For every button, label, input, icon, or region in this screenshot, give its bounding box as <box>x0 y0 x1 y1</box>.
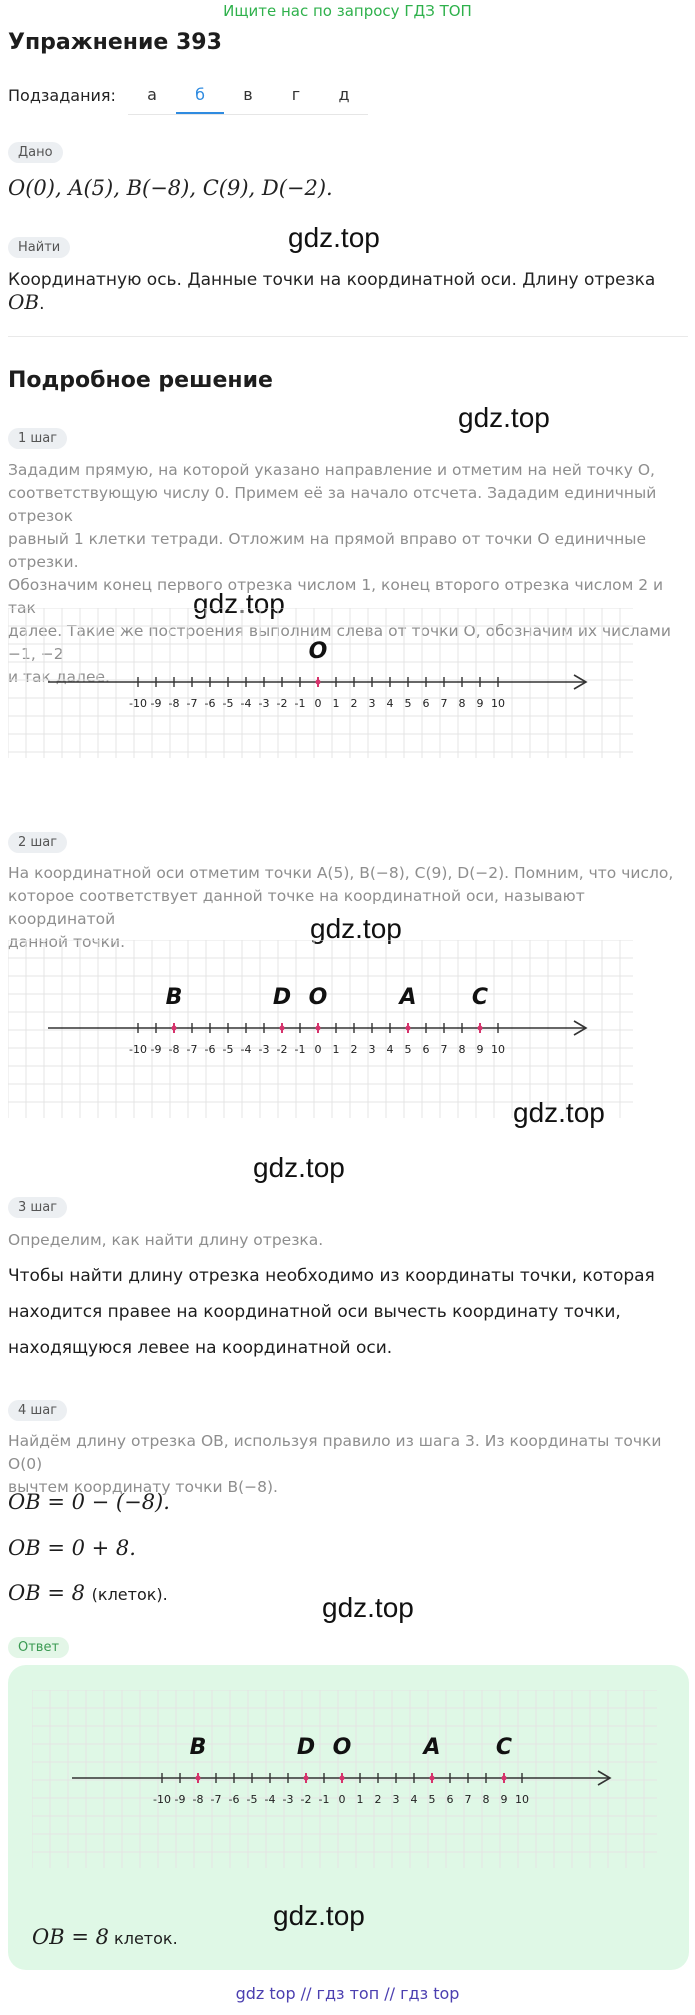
answer-unit: клеток. <box>108 1929 178 1948</box>
section-divider <box>8 336 688 337</box>
equation-3 <box>8 1581 168 1605</box>
tick-label: 9 <box>476 697 484 710</box>
tick-label: 7 <box>464 1793 472 1806</box>
tick-label: -1 <box>294 1043 306 1056</box>
tick-label: -6 <box>204 1043 216 1056</box>
tick-label: -8 <box>168 1043 180 1056</box>
step-2-line: данной точки. <box>8 933 125 951</box>
grid <box>8 940 633 1118</box>
tick-label: 10 <box>515 1793 529 1806</box>
tick-label: 0 <box>314 1043 322 1056</box>
tick-label: -1 <box>294 697 306 710</box>
step-1-line: Зададим прямую, на которой указано направление и отметим на ней точку O, <box>8 461 655 479</box>
tick-label: -7 <box>210 1793 222 1806</box>
tab-b[interactable]: б <box>176 78 224 114</box>
footer-links[interactable]: gdz top // гдз топ // гдз top <box>235 1984 460 2003</box>
tick-label: 6 <box>422 697 430 710</box>
step-1-line: Обозначим конец первого отрезка числом 1, конец второго отрезка числом 2 и так <box>8 576 664 617</box>
tick-label: 1 <box>356 1793 364 1806</box>
tick-label: 3 <box>368 697 376 710</box>
tick-label: -6 <box>204 697 216 710</box>
point-label: O <box>332 1735 352 1760</box>
tick-label: 1 <box>332 1043 340 1056</box>
tab-v[interactable]: в <box>243 85 253 104</box>
step-2-line: На координатной оси отметим точки A(5), B(−8), C(9), D(−2). Помним, что число, <box>8 864 674 882</box>
point-marker <box>316 1026 321 1031</box>
tick-label: 3 <box>368 1043 376 1056</box>
tick-label: -6 <box>228 1793 240 1806</box>
step-1-line: равный 1 клетки тетради. Отложим на прямой вправо от точки O единичные отрезки. <box>8 530 647 571</box>
tick-label: -10 <box>129 1043 147 1056</box>
watermark: gdz.top <box>513 1097 605 1128</box>
point-label: O <box>308 639 328 664</box>
tick-label: 9 <box>476 1043 484 1056</box>
find-chip: Найти <box>8 237 70 258</box>
point-label: B <box>189 1735 207 1760</box>
tick-label: -10 <box>153 1793 171 1806</box>
equation-2: OB = 0 + 8. <box>8 1536 136 1560</box>
tick-label: -3 <box>282 1793 294 1806</box>
tick-label: 0 <box>314 697 322 710</box>
tick-label: 8 <box>458 697 466 710</box>
find-text-end: . <box>39 294 45 314</box>
point-label: C <box>495 1735 513 1760</box>
tick-label: -8 <box>192 1793 204 1806</box>
tick-label: -4 <box>264 1793 276 1806</box>
tick-label: 5 <box>404 1043 412 1056</box>
tick-label: -2 <box>276 1043 288 1056</box>
step-2-chip: 2 шаг <box>8 832 67 853</box>
answer-chip: Ответ <box>8 1637 69 1658</box>
step-1-line: далее. Такие же построения выполним слева от точки O, обозначим их числами −1, −2 <box>8 622 671 663</box>
point-marker <box>316 680 321 685</box>
point-marker <box>340 1776 345 1781</box>
step-1-line: соответствующую числу 0. Примем её за начало отсчета. Зададим единичный отрезок <box>8 484 657 525</box>
search-banner[interactable]: Ищите нас по запросу ГДЗ ТОП <box>223 2 472 20</box>
tick-label: -2 <box>300 1793 312 1806</box>
tick-label: 2 <box>350 1043 358 1056</box>
grid <box>8 608 633 758</box>
point-marker <box>430 1776 435 1781</box>
tick-label: -10 <box>129 697 147 710</box>
tick-label: 2 <box>374 1793 382 1806</box>
grid <box>32 1690 657 1868</box>
find-text <box>8 270 695 314</box>
watermark: gdz.top <box>458 402 550 433</box>
step-3-line: находится правее на координатной оси вычесть координату точки, <box>8 1302 621 1322</box>
point-marker <box>280 1026 285 1031</box>
tab-a[interactable]: а <box>147 85 157 104</box>
page-title: Упражнение 393 <box>8 30 222 55</box>
tick-label: -5 <box>222 1043 234 1056</box>
tick-label: 6 <box>422 1043 430 1056</box>
point-marker <box>406 1026 411 1031</box>
axis-figure-2 <box>8 940 633 1120</box>
tick-label: -8 <box>168 697 180 710</box>
point-label: D <box>296 1735 316 1760</box>
tick-label: 4 <box>410 1793 418 1806</box>
tick-label: -9 <box>150 1043 162 1056</box>
equation-3-math: OB = 8 <box>8 1581 85 1605</box>
tick-label: 5 <box>428 1793 436 1806</box>
tick-label: -5 <box>246 1793 258 1806</box>
tick-label: 6 <box>446 1793 454 1806</box>
tick-label: -3 <box>258 697 270 710</box>
watermark: gdz.top <box>322 1592 414 1623</box>
tick-label: -1 <box>318 1793 330 1806</box>
find-math: OB <box>8 290 40 314</box>
subtask-tabs <box>128 78 368 114</box>
tick-label: 9 <box>500 1793 508 1806</box>
tick-label: -7 <box>186 697 198 710</box>
tick-label: 3 <box>392 1793 400 1806</box>
tick-label: -4 <box>240 1043 252 1056</box>
tick-label: -7 <box>186 1043 198 1056</box>
watermark: gdz.top <box>288 222 380 253</box>
answer-text <box>32 1925 178 1949</box>
given-chip: Дано <box>8 142 63 163</box>
equation-1: OB = 0 − (−8). <box>8 1490 170 1514</box>
point-marker <box>304 1776 309 1781</box>
step-4-chip: 4 шаг <box>8 1400 67 1421</box>
point-marker <box>502 1776 507 1781</box>
tick-label: 8 <box>458 1043 466 1056</box>
tick-label: -4 <box>240 697 252 710</box>
watermark: gdz.top <box>310 913 402 944</box>
given-text: O(0), A(5), B(−8), C(9), D(−2). <box>8 176 333 200</box>
point-marker <box>172 1026 177 1031</box>
answer-math: OB = 8 <box>32 1925 109 1949</box>
tick-label: -2 <box>276 697 288 710</box>
point-label: A <box>423 1735 441 1760</box>
tick-label: 4 <box>386 697 394 710</box>
step-3-line: находящуюся левее на координатной оси. <box>8 1338 393 1358</box>
find-text-main: Координатную ось. Данные точки на координатной оси. Длину отрезка <box>8 270 656 290</box>
step-3-gray: Определим, как найти длину отрезка. <box>8 1231 324 1249</box>
tick-label: 4 <box>386 1043 394 1056</box>
tick-label: -9 <box>150 697 162 710</box>
tick-label: 7 <box>440 697 448 710</box>
step-3-line: Чтобы найти длину отрезка необходимо из координаты точки, которая <box>8 1266 655 1286</box>
tabs-divider <box>128 114 368 115</box>
tab-d[interactable]: д <box>338 85 350 104</box>
watermark: gdz.top <box>273 1900 365 1931</box>
point-label: D <box>272 985 292 1010</box>
tick-label: 2 <box>350 697 358 710</box>
equation-3-unit: (клеток). <box>91 1585 168 1604</box>
tick-label: -9 <box>174 1793 186 1806</box>
step-4-text <box>8 1430 688 1499</box>
tick-label: 0 <box>338 1793 346 1806</box>
step-3-chip: 3 шаг <box>8 1197 67 1218</box>
point-label: B <box>165 985 183 1010</box>
tick-label: 10 <box>491 697 505 710</box>
tab-g[interactable]: г <box>291 85 301 104</box>
axis-figure-answer <box>32 1690 657 1870</box>
point-label: C <box>471 985 489 1010</box>
step-1-chip: 1 шаг <box>8 428 67 449</box>
step-3-text <box>8 1258 688 1366</box>
tick-label: -5 <box>222 697 234 710</box>
tick-label: 10 <box>491 1043 505 1056</box>
tick-label: -3 <box>258 1043 270 1056</box>
watermark: gdz.top <box>193 588 285 619</box>
axis-figure-1 <box>8 608 633 758</box>
subtasks-label: Подзадания: <box>8 86 116 105</box>
solution-title: Подробное решение <box>8 368 273 393</box>
step-4-line: вычтем координату точки B(−8). <box>8 1478 278 1496</box>
step-4-line: Найдём длину отрезка OB, используя правило из шага 3. Из координаты точки O(0) <box>8 1432 662 1473</box>
tick-label: 5 <box>404 697 412 710</box>
step-1-line: и так далее. <box>8 668 110 686</box>
watermark: gdz.top <box>253 1152 345 1183</box>
point-label: O <box>308 985 328 1010</box>
tick-label: 7 <box>440 1043 448 1056</box>
point-marker <box>196 1776 201 1781</box>
point-marker <box>478 1026 483 1031</box>
point-label: A <box>399 985 417 1010</box>
step-2-line: которое соответствует данной точке на координатной оси, называют координатой <box>8 887 585 928</box>
tick-label: 8 <box>482 1793 490 1806</box>
tick-label: 1 <box>332 697 340 710</box>
